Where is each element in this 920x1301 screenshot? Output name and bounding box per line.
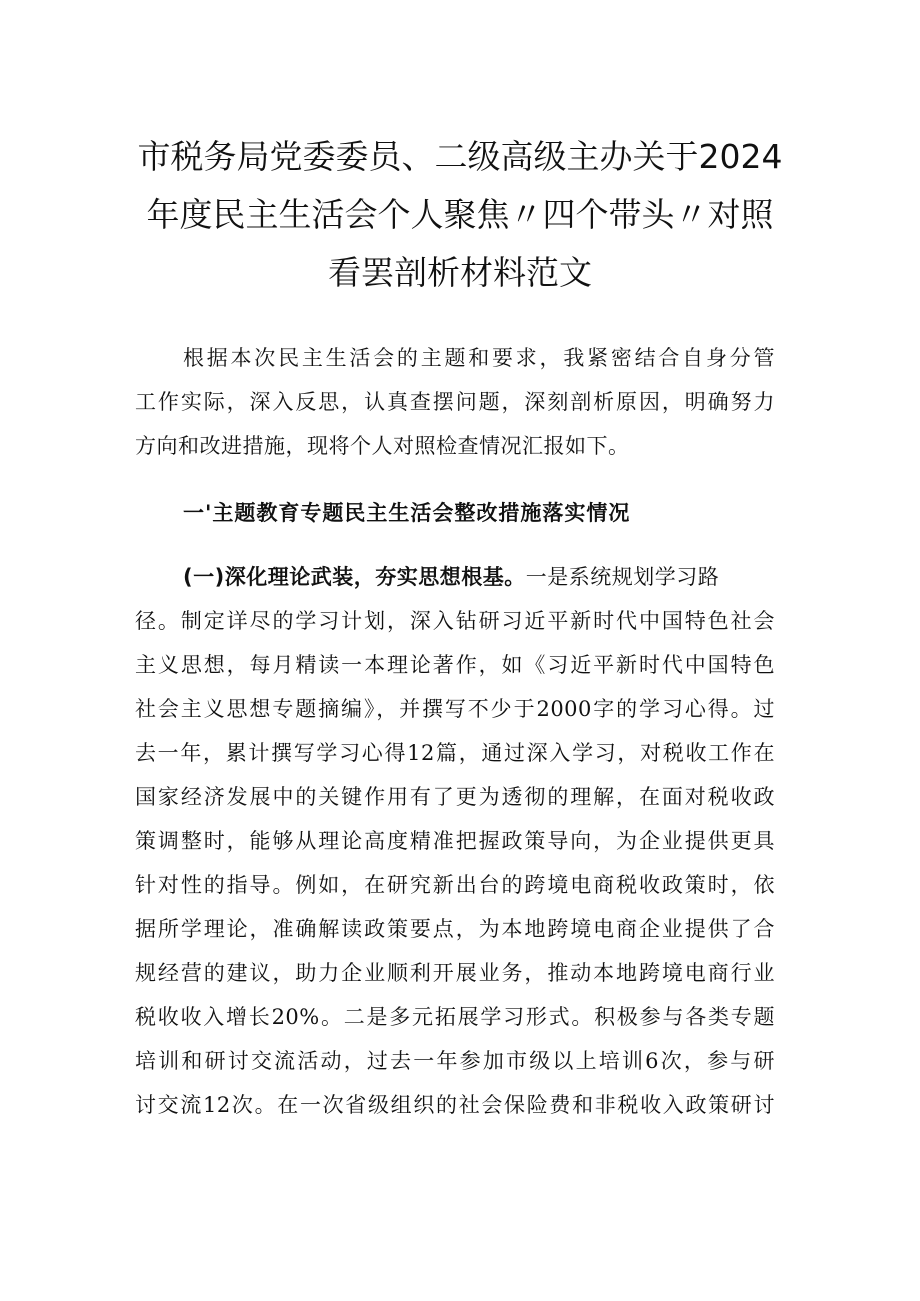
intro-line-1: 根据本次民主生活会的主题和要求，我紧密结合自身分管 <box>183 346 775 370</box>
body-line-4: 去一年，累计撰写学习心得12篇，通过深入学习，对税收工作在 <box>135 741 775 765</box>
body-line-7: 针对性的指导。例如，在研究新出台的跨境电商税收政策时，依 <box>135 873 775 897</box>
document-title-line-1: 市税务局党委委员、二级高级主办关于2024 <box>137 137 783 176</box>
section-heading: 一'主题教育专题民主生活会整改措施落实情况 <box>183 501 631 525</box>
body-line-2: 主义思想，每月精读一本理论著作，如《习近平新时代中国特色 <box>135 653 775 677</box>
sub-heading-line <box>183 562 775 592</box>
body-line-1: 径。制定详尽的学习计划，深入钻研习近平新时代中国特色社会 <box>135 609 775 633</box>
document-title-line-3: 看罢剖析材料范文 <box>328 253 592 292</box>
body-line-10: 税收收入增长20%。二是多元拓展学习形式。积极参与各类专题 <box>135 1005 775 1029</box>
intro-line-2: 工作实际，深入反思，认真查摆问题，深刻剖析原因，明确努力 <box>135 390 775 414</box>
sub-heading: (一)深化理论武装，夯实思想根基。 <box>183 565 526 589</box>
body-line-6: 策调整时，能够从理论高度精准把握政策导向，为企业提供更具 <box>135 829 775 853</box>
body-line-11: 培训和研讨交流活动，过去一年参加市级以上培训6次，参与研 <box>135 1049 775 1073</box>
intro-line-3: 方向和改进措施，现将个人对照检查情况汇报如下。 <box>135 434 630 458</box>
body-line-9: 规经营的建议，助力企业顺利开展业务，推动本地跨境电商行业 <box>135 961 775 985</box>
body-line-3: 社会主义思想专题摘编》，并撰写不少于2000字的学习心得。过 <box>135 697 775 721</box>
body-line-8: 据所学理论，准确解读政策要点，为本地跨境电商企业提供了合 <box>135 917 775 941</box>
body-line-12: 讨交流12次。在一次省级组织的社会保险费和非税收入政策研讨 <box>135 1093 775 1117</box>
document-title-line-2: 年度民主生活会个人聚焦〃四个带头〃对照 <box>146 195 774 234</box>
sub-heading-rest: 一是系统规划学习路 <box>525 565 720 589</box>
body-line-5: 国家经济发展中的关键作用有了更为透彻的理解，在面对税收政 <box>135 785 775 809</box>
